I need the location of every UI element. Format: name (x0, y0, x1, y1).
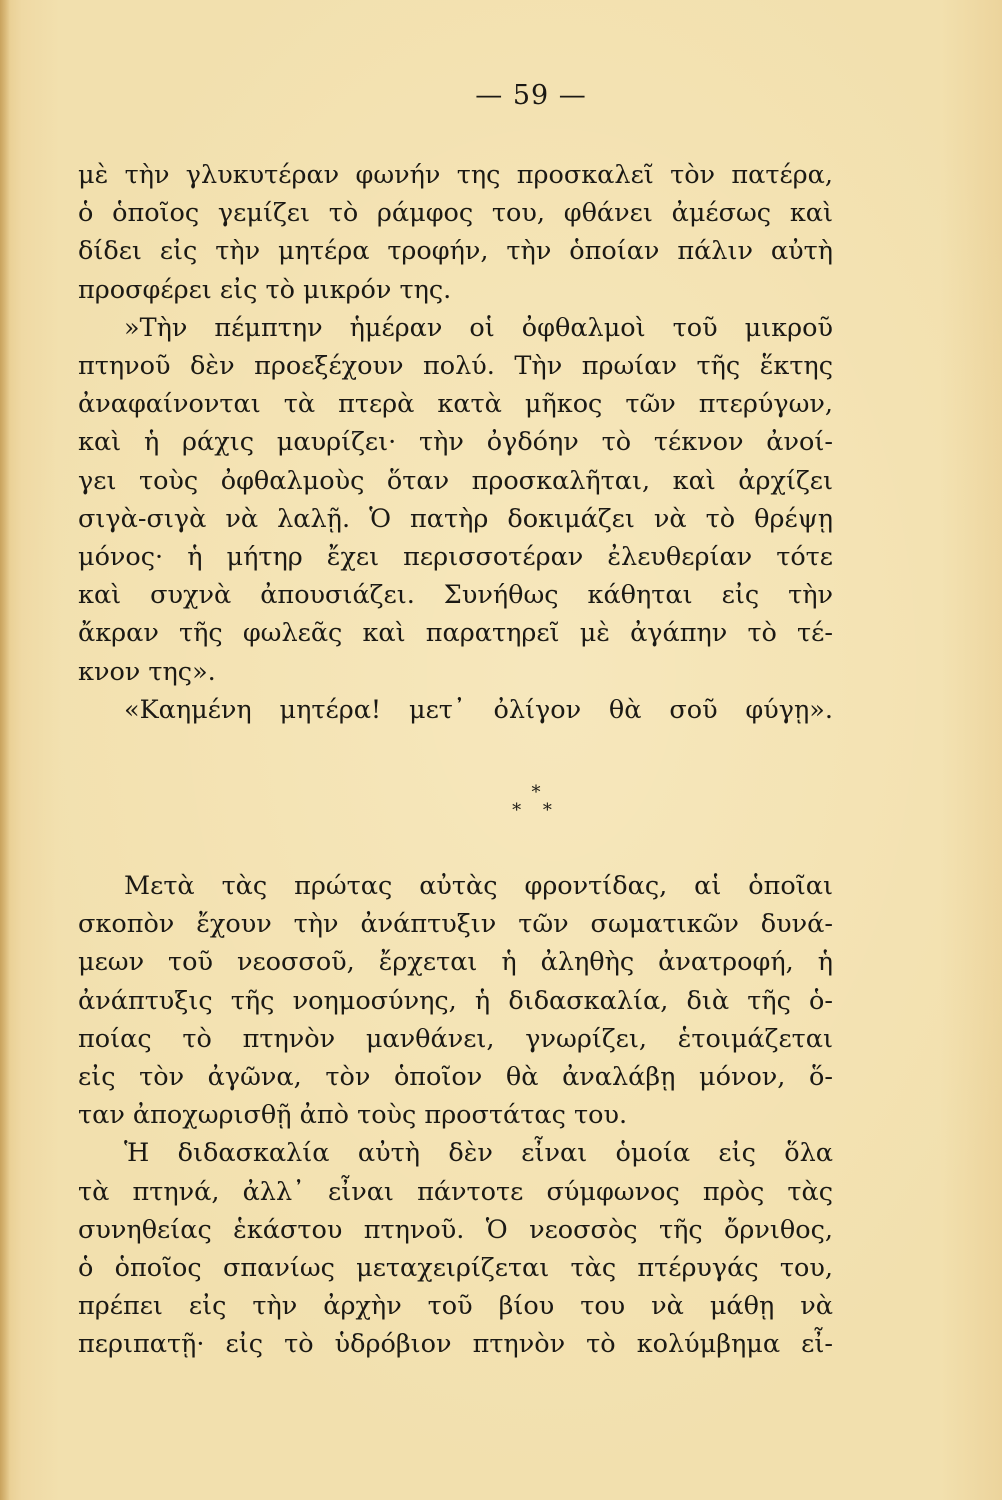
text-line: καὶ συχνὰ ἀπουσιάζει. Συνήθως κάθηται εἰς τὴν (78, 580, 833, 611)
text-block-1 (78, 156, 833, 729)
text-line: ἀνάπτυξις τῆς νοημοσύνης, ἡ διδασκαλία, διὰ τῆς ὁ- (78, 985, 833, 1016)
text-line: τὰ πτηνά, ἀλλ᾽ εἶναι πάντοτε σύμφωνος πρὸς τὰς (78, 1176, 833, 1207)
text-line: ὁ ὁποῖος σπανίως μεταχειρίζεται τὰς πτέρυγάς του, (78, 1253, 833, 1284)
text-line: κνον της». (78, 656, 216, 687)
asterism-bottom: * * (512, 800, 560, 821)
text-line: Μετὰ τὰς πρώτας αὐτὰς φροντίδας, αἱ ὁποῖαι (124, 871, 833, 901)
text-line: συνηθείας ἑκάστου πτηνοῦ. Ὁ νεοσσὸς τῆς ὄρνιθος, (78, 1214, 833, 1245)
text-line: καὶ ἡ ράχις μαυρίζει· τὴν ὀγδόην τὸ τέκνον ἀνοί- (78, 427, 833, 458)
text-line: γει τοὺς ὀφθαλμοὺς ὅταν προσκαλῆται, καὶ ἀρχίζει (78, 465, 833, 496)
text-line: σιγὰ-σιγὰ νὰ λαλῇ. Ὁ πατὴρ δοκιμάζει νὰ τὸ θρέψῃ (78, 503, 833, 534)
text-line: πρέπει εἰς τὴν ἀρχὴν τοῦ βίου του νὰ μάθῃ νὰ (78, 1291, 833, 1322)
page-number: — 59 — (475, 80, 587, 111)
text-line: μὲ τὴν γλυκυτέραν φωνήν της προσκαλεῖ τὸν πατέρα, (78, 160, 833, 190)
text-line: «Καημένη μητέρα! μετ᾽ ὀλίγον θὰ σοῦ φύγῃ». (124, 694, 833, 725)
text-block-2 (78, 867, 833, 1364)
page-spine-edge (0, 0, 10, 1500)
text-line: Ἡ διδασκαλία αὐτὴ δὲν εἶναι ὁμοία εἰς ὅλα (124, 1138, 833, 1169)
text-line: σκοπὸν ἔχουν τὴν ἀνάπτυξιν τῶν σωματικῶν δυνά- (78, 909, 833, 940)
text-line: μεων τοῦ νεοσσοῦ, ἔρχεται ἡ ἀληθὴς ἀνατροφή, ἡ (78, 947, 833, 978)
text-line: »Τὴν πέμπτην ἡμέραν οἱ ὀφθαλμοὶ τοῦ μικροῦ (124, 312, 833, 343)
text-line: μόνος· ἡ μήτηρ ἔχει περισσοτέραν ἐλευθερίαν τότε (78, 542, 833, 573)
text-line: προσφέρει εἰς τὸ μικρόν της. (78, 274, 452, 305)
text-line: ἄκραν τῆς φωλεᾶς καὶ παρατηρεῖ μὲ ἀγάπην τὸ τέ- (78, 618, 833, 649)
text-line: ὁ ὁποῖος γεμίζει τὸ ράμφος του, φθάνει ἀμέσως καὶ (78, 198, 833, 229)
text-line: ποίας τὸ πτηνὸν μανθάνει, γνωρίζει, ἑτοιμάζεται (78, 1023, 833, 1054)
section-asterism (0, 784, 1002, 820)
text-line: δίδει εἰς τὴν μητέρα τροφήν, τὴν ὁποίαν πάλιν αὐτὴ (78, 236, 833, 267)
asterism-top: * (531, 782, 541, 803)
text-line: πτηνοῦ δὲν προεξέχουν πολύ. Τὴν πρωίαν τῆς ἕκτης (78, 351, 833, 382)
text-line: ἀναφαίνονται τὰ πτερὰ κατὰ μῆκος τῶν πτερύγων, (78, 389, 833, 420)
text-line: ταν ἀποχωρισθῇ ἀπὸ τοὺς προστάτας του. (78, 1100, 628, 1131)
text-line: εἰς τὸν ἀγῶνα, τὸν ὁποῖον θὰ ἀναλάβῃ μόνον, ὅ- (78, 1062, 833, 1093)
text-line: περιπατῇ· εἰς τὸ ὑδρόβιον πτηνὸν τὸ κολύμβημα εἶ- (78, 1329, 833, 1360)
